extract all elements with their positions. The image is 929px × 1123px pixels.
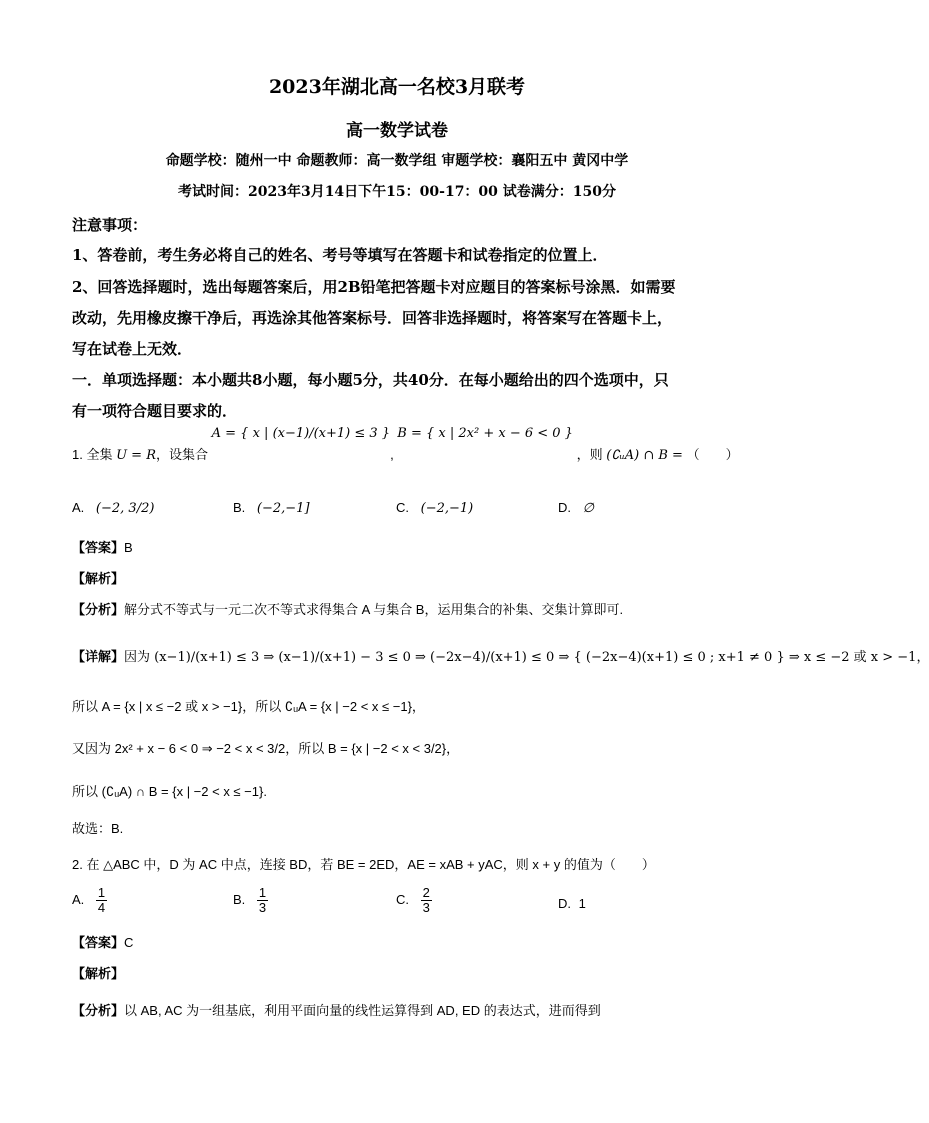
q1-set-a: A = { x | (x−1)/(x+1) ≤ 3 } <box>211 426 391 441</box>
exam-subtitle: 高一数学试卷 <box>346 121 448 141</box>
q1-conclusion: 故选：B. <box>72 821 124 836</box>
q1-option-c-value: (−2,−1) <box>420 501 474 516</box>
q1-detail-line-3: 又因为 2x² + x − 6 < 0 ⇒ −2 < x < 3/2，所以 B = {x | −2 < x < 3/2}， <box>72 741 460 756</box>
q1-detail-line-1 <box>72 646 929 665</box>
q1-option-d: D. ∅ <box>558 500 594 516</box>
q1-answer-value: B <box>124 540 133 555</box>
exam-title: 2023年湖北高一名校3月联考 <box>268 76 526 98</box>
q2-option-b-fraction: $\frac{1}{3}$ <box>258 885 267 915</box>
q1-mid: ，设集合 <box>156 447 209 462</box>
q1-option-b-value: (−2,−1] <box>256 501 310 516</box>
q1-expression: (∁ᵤA) ∩ B = <box>606 448 683 463</box>
q2-option-a: A. $\frac{1}{4}$ <box>72 885 106 915</box>
q2-fenxi-tag: 【分析】 <box>72 1003 125 1018</box>
section-1-heading-line-2: 有一项符合题目要求的． <box>72 402 238 420</box>
q2-option-d-value: 1 <box>578 896 586 911</box>
q1-option-a: A. (−2, 3/2) <box>72 500 155 516</box>
q1-suffix: ，则 <box>576 447 603 462</box>
q2-answer-value: C <box>124 935 134 950</box>
q1-answer-tag: 【答案】 <box>72 540 125 555</box>
q1-option-d-value: ∅ <box>582 501 594 516</box>
q1-prefix: 1. 全集 <box>72 447 113 462</box>
q2-fenxi-text: 以 AB, AC 为一组基底，利用平面向量的线性运算得到 AD, ED 的表达式，进而得到 <box>124 1003 601 1018</box>
q1-detail-tag: 【详解】 <box>72 649 125 664</box>
question-2-stem: 2. 在 △ABC 中，D 为 AC 中点，连接 BD，若 BE = 2ED，AE = xAB + yAC，则 x + y 的值为（ ） <box>72 857 655 872</box>
q1-answer <box>72 537 133 556</box>
q1-detail-line-2: 所以 A = {x | x ≤ −2 或 x > −1}，所以 ∁ᵤA = {x | −2 < x ≤ −1}， <box>72 699 425 714</box>
q1-option-a-value: (−2, 3/2) <box>95 501 155 516</box>
q1-detail-text-1: 因为 (x−1)/(x+1) ≤ 3 ⇒ (x−1)/(x+1) − 3 ≤ 0 ⇒ (−2x−4)/(x+1) ≤ 0 ⇒ { (−2x−4)(x+1) ≤ 0 ; x+1 ≠ 0 } ⇒ x ≤ −2 或 x > −1， <box>124 650 929 665</box>
notes-item-2-line-2: 改动，先用橡皮擦干净后，再选涂其他答案标号．回答非选择题时，将答案写在答题卡上， <box>72 309 673 327</box>
q2-option-b: B. $\frac{1}{3}$ <box>233 885 267 915</box>
notes-heading: 注意事项： <box>72 216 148 234</box>
q1-fenxi-tag: 【分析】 <box>72 602 125 617</box>
q1-fenxi-text: 解分式不等式与一元二次不等式求得集合 A 与集合 B，运用集合的补集、交集计算即可. <box>124 602 624 617</box>
q2-answer-tag: 【答案】 <box>72 935 125 950</box>
q1-fenxi <box>72 599 623 618</box>
notes-item-2-line-3: 写在试卷上无效． <box>72 340 193 358</box>
q2-analysis-tag: 【解析】 <box>72 966 125 981</box>
q2-fenxi <box>72 1000 601 1019</box>
q1-option-b: B. (−2,−1] <box>233 500 310 516</box>
q2-option-c: C. $\frac{2}{3}$ <box>396 885 430 915</box>
notes-item-2-line-1: 2、回答选择题时，选出每题答案后，用2B铅笔把答题卡对应题目的答案标号涂黑．如需要 <box>72 278 676 296</box>
q1-option-c: C. (−2,−1) <box>396 500 474 516</box>
q1-universe: U = R <box>116 448 156 463</box>
section-1-heading-line-1: 一．单项选择题：本小题共8小题，每小题5分，共40分．在每小题给出的四个选项中，只 <box>72 371 669 389</box>
q1-set-b: B = { x | 2x² + x − 6 < 0 } <box>397 426 573 441</box>
q2-option-c-fraction: $\frac{2}{3}$ <box>422 885 430 915</box>
notes-item-1: 1、答卷前，考生务必将自己的姓名、考号等填写在答题卡和试卷指定的位置上． <box>72 246 608 264</box>
q2-option-a-fraction: $\frac{1}{4}$ <box>97 885 106 915</box>
question-1-stem: 1. 全集 U = R，设集合 A = { x | (x−1)/(x+1) ≤ 3 }, B = { x | 2x² + x − 6 < 0 } ，则 (∁ᵤA) ∩ B = （ ） <box>72 426 739 463</box>
q2-answer <box>72 932 133 951</box>
q1-analysis-tag: 【解析】 <box>72 571 125 586</box>
q1-detail-line-4: 所以 (∁ᵤA) ∩ B = {x | −2 < x ≤ −1}. <box>72 784 267 799</box>
q2-option-d: D. 1 <box>558 896 586 911</box>
q1-blank: （ ） <box>686 447 739 462</box>
exam-time: 考试时间：2023年3月14日下午15：00-17：00 试卷满分：150分 <box>177 184 617 200</box>
exam-schools: 命题学校：随州一中 命题教师：高一数学组 审题学校：襄阳五中 黄冈中学 <box>165 153 629 169</box>
